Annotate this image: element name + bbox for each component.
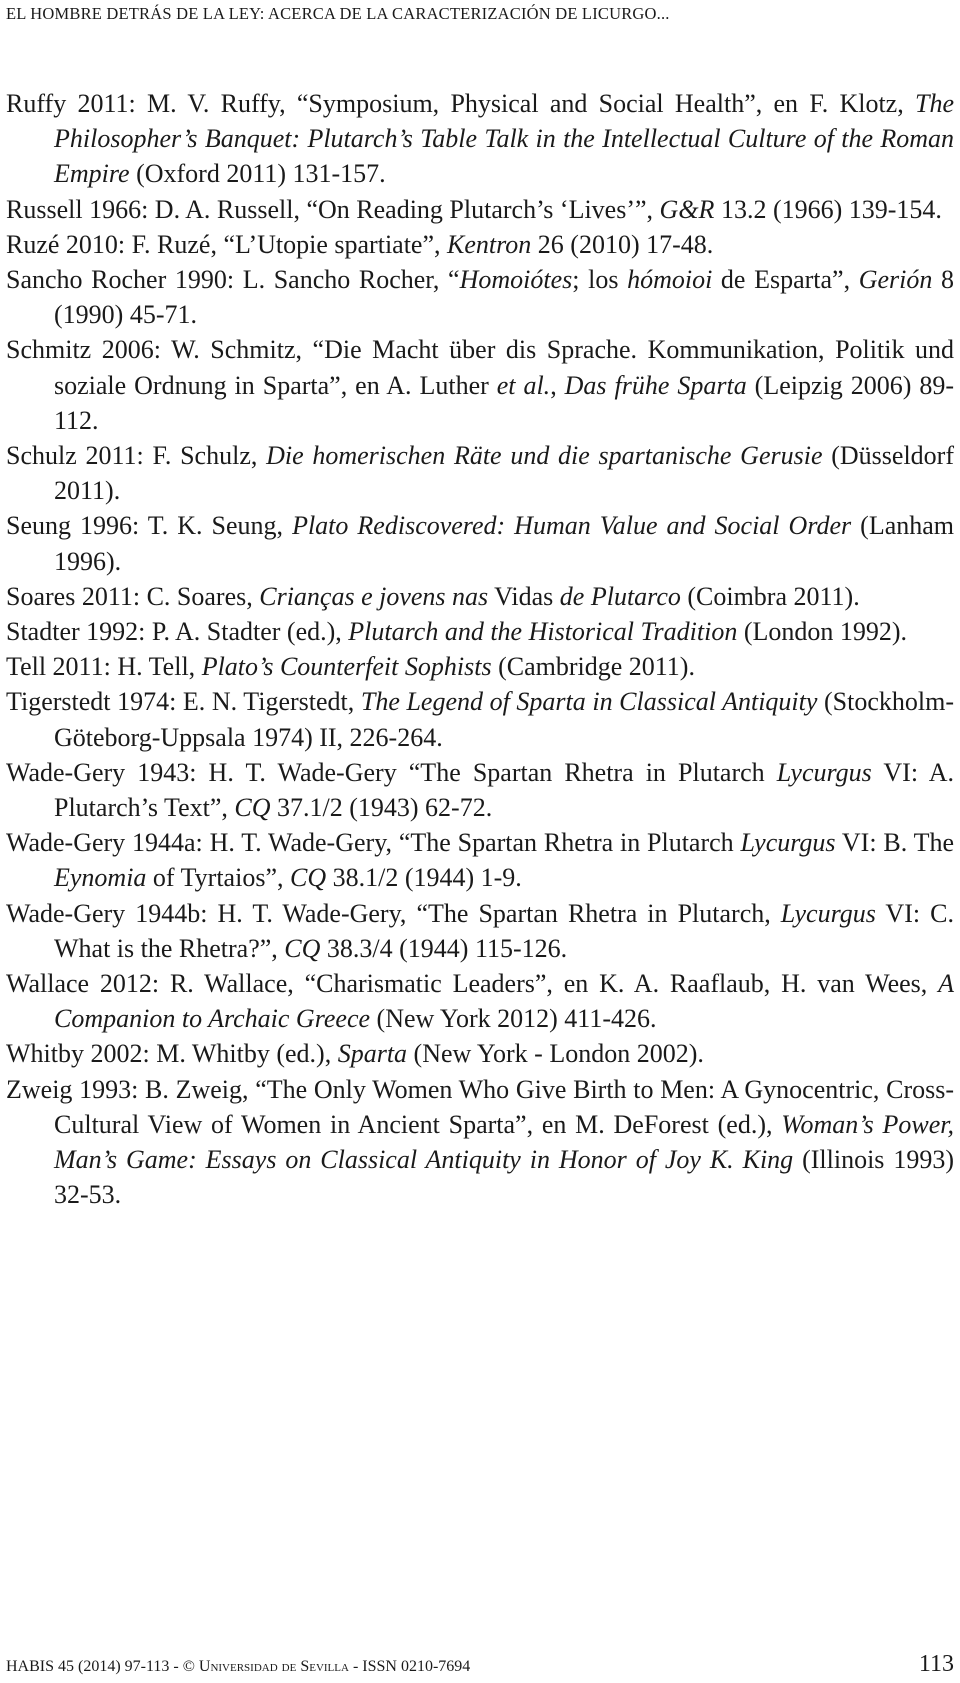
bibliography-entry: Wade-Gery 1943: H. T. Wade-Gery “The Spartan Rhetra in Plutarch Lycurgus VI: A. Plutarch’s Text”, CQ 37.1/2 (1943) 62-72. <box>6 757 954 823</box>
bibliography-entry: Seung 1996: T. K. Seung, Plato Rediscovered: Human Value and Social Order (Lanham 1996). <box>6 511 955 576</box>
page-number: 113 <box>918 1651 954 1677</box>
bibliography-entry: Tigerstedt 1974: E. N. Tigerstedt, The Legend of Sparta in Classical Antiquity (Stockholm-Göteborg-Uppsala 1974) II, 226-264. <box>6 687 954 752</box>
bibliography-entry: Wade-Gery 1944b: H. T. Wade-Gery, “The Spartan Rhetra in Plutarch, Lycurgus VI: C. What is the Rhetra?”, CQ 38.3/4 (1944) 115-126. <box>6 898 954 963</box>
bibliography-entry: Zweig 1993: B. Zweig, “The Only Women Who Give Birth to Men: A Gynocentric, Cross-Cultural View of Women in Ancient Sparta”, en M. DeForest (ed.), Woman’s Power, Man’s Game: Essays on Classical Antiquity in Honor of Joy K. King (Illinois 1993) 32-53. <box>6 1074 954 1210</box>
bibliography-entry: Tell 2011: H. Tell, Plato’s Counterfeit Sophists (Cambridge 2011). <box>6 652 695 682</box>
bibliography-entry: Wade-Gery 1944a: H. T. Wade-Gery, “The Spartan Rhetra in Plutarch Lycurgus VI: B. The Eynomia of Tyrtaios”, CQ 38.1/2 (1944) 1-9. <box>6 828 954 893</box>
running-header: EL HOMBRE DETRÁS DE LA LEY: ACERCA DE LA CARACTERIZACIÓN DE LICURGO... <box>6 4 670 23</box>
footer-citation: HABIS 45 (2014) 97-113 - © Universidad de Sevilla - ISSN 0210-7694 <box>6 1658 471 1675</box>
bibliography-entry: Stadter 1992: P. A. Stadter (ed.), Plutarch and the Historical Tradition (London 1992). <box>6 617 908 647</box>
bibliography-entry: Schulz 2011: F. Schulz, Die homerischen Räte und die spartanische Gerusie (Düsseldorf 2011). <box>6 441 954 506</box>
page-footer <box>6 1650 954 1680</box>
bibliography-entry: Russell 1966: D. A. Russell, “On Reading Plutarch’s ‘Lives’”, G&R 13.2 (1966) 139-154. <box>6 194 942 224</box>
bibliography-entry: Ruffy 2011: M. V. Ruffy, “Symposium, Physical and Social Health”, en F. Klotz, The Philosopher’s Banquet: Plutarch’s Table Talk in the Intellectual Culture of the Roman Empire (Oxford 2011) 131-157. <box>6 89 954 189</box>
bibliography-entry: Ruzé 2010: F. Ruzé, “L’Utopie spartiate”, Kentron 26 (2010) 17-48. <box>6 229 714 259</box>
bibliography-entry: Schmitz 2006: W. Schmitz, “Die Macht über dis Sprache. Kommunikation, Politik und soziale Ordnung in Sparta”, en A. Luther et al., Das frühe Sparta (Leipzig 2006) 89-112. <box>6 335 954 435</box>
bibliography-entry: Wallace 2012: R. Wallace, “Charismatic Leaders”, en K. A. Raaflaub, H. van Wees, A Companion to Archaic Greece (New York 2012) 411-426. <box>6 969 954 1034</box>
bibliography-entry: Sancho Rocher 1990: L. Sancho Rocher, “Homoiótes; los hómoioi de Esparta”, Gerión 8 (1990) 45-71. <box>6 265 954 330</box>
bibliography-entry: Soares 2011: C. Soares, Crianças e jovens nas Vidas de Plutarco (Coimbra 2011). <box>6 581 860 611</box>
bibliography-entry: Whitby 2002: M. Whitby (ed.), Sparta (New York - London 2002). <box>6 1039 704 1069</box>
bibliography-list <box>6 86 954 1213</box>
